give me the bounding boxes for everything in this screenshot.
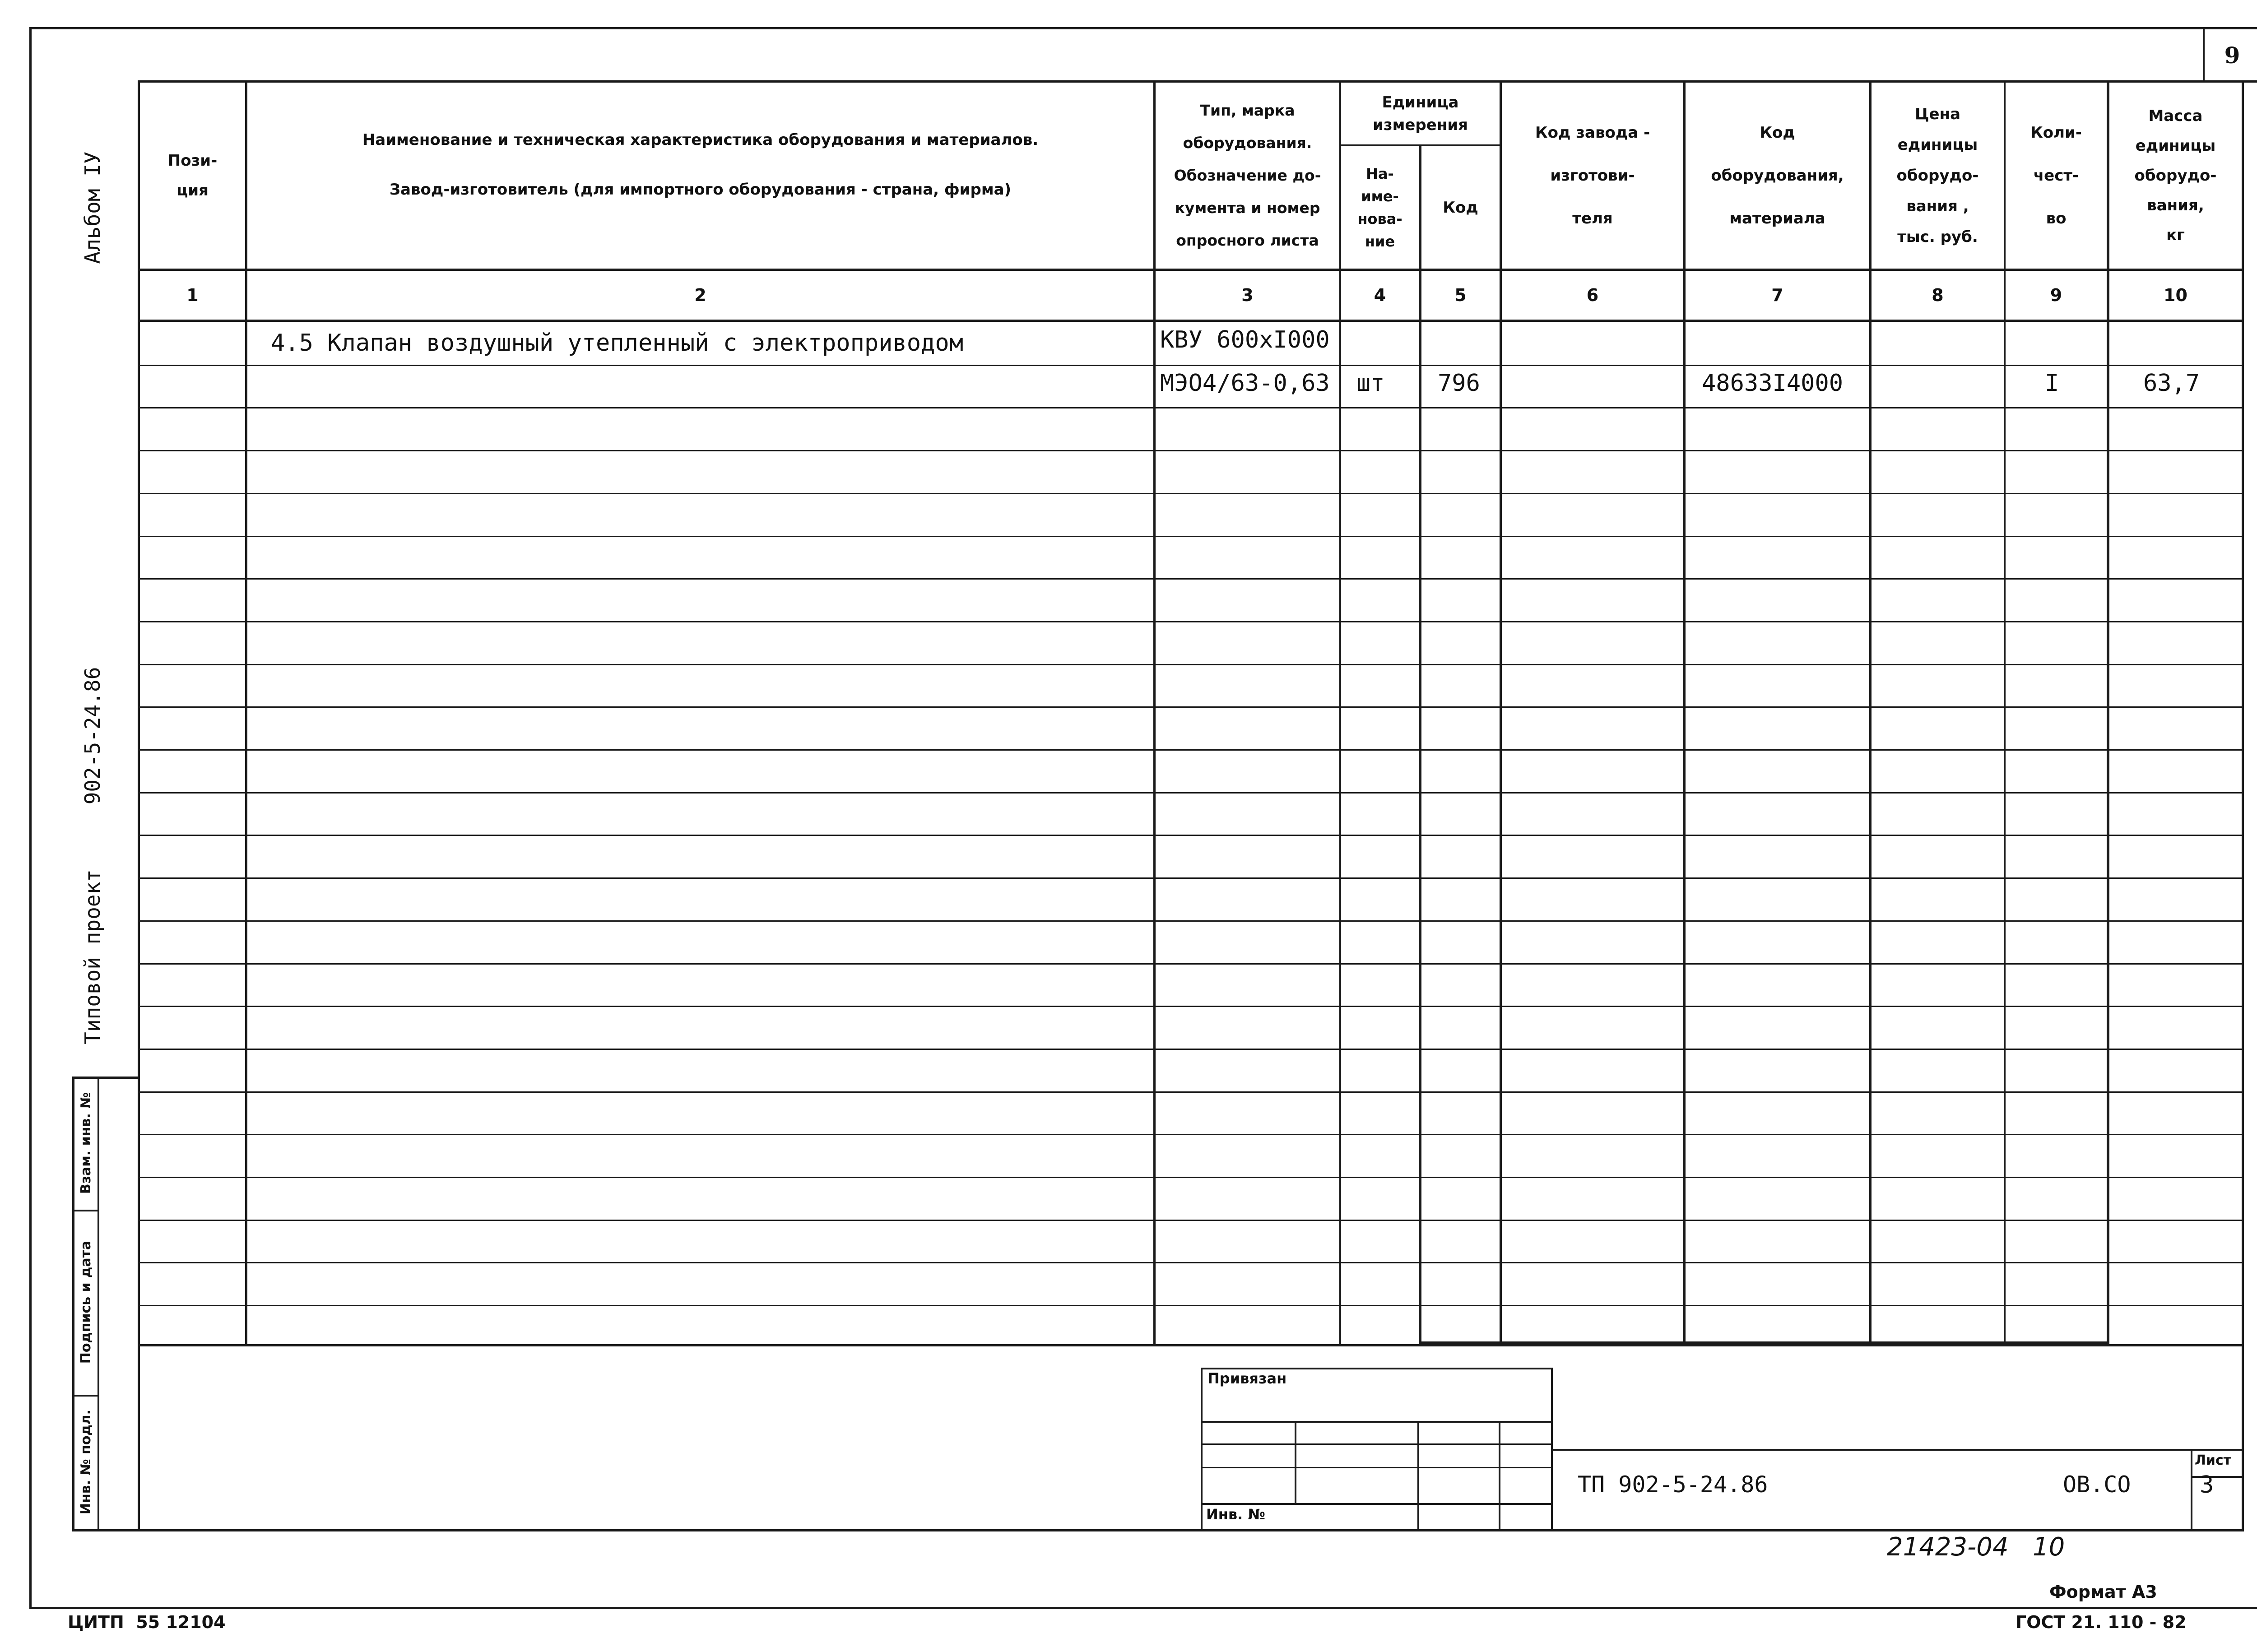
- header-name-line2: Завод-изготовитель (для импортного оборудования - страна, фирма): [389, 181, 1012, 199]
- row-divider: [138, 877, 2244, 879]
- row-divider: [138, 706, 2244, 708]
- doc-mark: ОВ.СО: [2063, 1471, 2131, 1498]
- col-number: 6: [1586, 285, 1599, 305]
- row-divider: [138, 621, 2244, 622]
- header-equipment-code: Код оборудования, материала: [1711, 123, 1844, 227]
- col-number: 5: [1454, 285, 1467, 305]
- row-divider: [138, 749, 2244, 751]
- row-divider: [138, 835, 2244, 836]
- stamp-vzam: Взам. инв. №: [78, 1092, 94, 1194]
- row-divider: [138, 963, 2244, 965]
- row-divider: [138, 1049, 2244, 1050]
- row-divider: [138, 792, 2244, 794]
- row-divider: [138, 536, 2244, 537]
- row-divider: [138, 1177, 2244, 1178]
- row-quantity: I: [2045, 370, 2059, 397]
- row-divider: [138, 578, 2244, 580]
- sheet-label: Лист: [2195, 1452, 2232, 1468]
- row-divider: [138, 1006, 2244, 1007]
- header-name-line1: Наименование и техническая характеристика оборудования и материалов.: [362, 131, 1039, 149]
- stamp-inv: Инв. № подл.: [78, 1409, 94, 1515]
- col-number: 3: [1241, 285, 1254, 305]
- row-name: 4.5 Клапан воздушный утепленный с электроприводом: [271, 329, 964, 357]
- header-mass: Масса единицы оборудо- вания, кг: [2134, 107, 2217, 244]
- row-divider: [138, 1262, 2244, 1263]
- row-type: МЭО4/63-0,63: [1160, 370, 1330, 397]
- row-equipment-code: 48633I4000: [1702, 370, 1844, 397]
- bottom-left-code: ЦИТП 55 12104: [68, 1612, 226, 1632]
- col-number: 2: [694, 285, 706, 305]
- row-divider: [138, 450, 2244, 451]
- handwritten-number: 21423-04 10: [1887, 1532, 2065, 1562]
- row-type: КВУ 600хI000: [1160, 326, 1330, 353]
- header-unit-name: На- име- нова- ние: [1357, 165, 1402, 250]
- row-divider: [138, 920, 2244, 922]
- row-unit: шт: [1356, 370, 1385, 397]
- doc-code: ТП 902-5-24.86: [1578, 1471, 1768, 1498]
- row-divider: [138, 1220, 2244, 1221]
- col-number: 4: [1374, 285, 1386, 305]
- header-unit-group: Единица измерения: [1373, 93, 1468, 134]
- top-sheet-number: 9: [2224, 42, 2240, 69]
- album-label: Альбом IУ: [80, 151, 105, 264]
- privyazan-label: Привязан: [1207, 1370, 1287, 1387]
- inv-no-label: Инв. №: [1206, 1506, 1265, 1523]
- header-plant-code: Код завода - изготови- теля: [1535, 123, 1650, 227]
- header-quantity: Коли- чест- во: [2030, 123, 2082, 227]
- row-mass: 63,7: [2143, 370, 2200, 397]
- project-label: Типовой проект: [80, 869, 105, 1044]
- stamp-podpis: Подпись и дата: [78, 1240, 94, 1364]
- row-divider: [138, 1091, 2244, 1093]
- col-number: 1: [186, 285, 199, 305]
- col-number: 7: [1771, 285, 1783, 305]
- row-divider: [138, 407, 2244, 408]
- col-number: 10: [2164, 285, 2187, 305]
- row-divider: [138, 664, 2244, 665]
- header-type: Тип, марка оборудования. Обозначение до- кумента и номер опросного листа: [1174, 102, 1321, 249]
- col-number: 9: [2050, 285, 2062, 305]
- project-code: 902-5-24.86: [80, 667, 105, 805]
- header-unit-code: Код: [1443, 198, 1478, 217]
- col-number: 8: [1932, 285, 1944, 305]
- row-divider: [138, 493, 2244, 494]
- gost-label: ГОСТ 21. 110 - 82: [2016, 1612, 2187, 1632]
- row-divider: [138, 1134, 2244, 1135]
- header-position: Пози- ция: [167, 152, 218, 200]
- format-label: Формат А3: [2049, 1582, 2157, 1602]
- header-price: Цена единицы оборудо- вания , тыс. руб.: [1896, 105, 1979, 246]
- row-divider: [138, 1305, 2244, 1306]
- row-unit-code: 796: [1438, 370, 1480, 397]
- sheet-value: 3: [2200, 1471, 2214, 1499]
